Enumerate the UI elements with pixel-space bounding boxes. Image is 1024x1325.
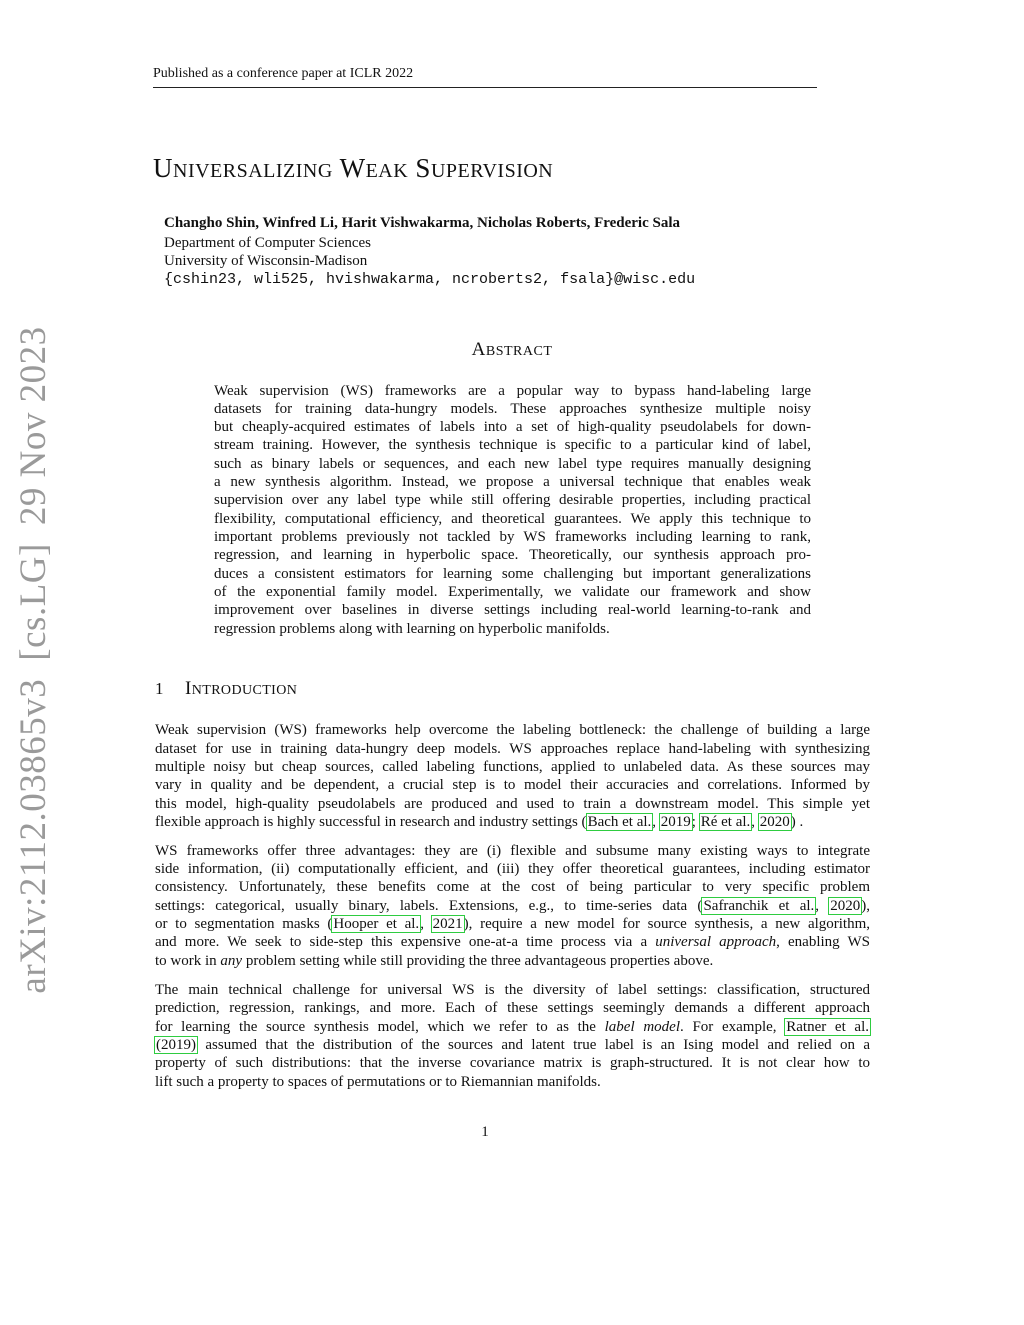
arxiv-date: 29 Nov 2023 [13, 326, 54, 526]
citation-link[interactable]: Hooper et al. [333, 916, 420, 932]
heading-small: NTRODUCTION [191, 683, 298, 698]
text-run: for learning the source synthesis model, which we refer to as the [155, 1019, 605, 1035]
abstract-line: regression, and learning in hyperbolic space. Theoretically, our synthesis approach pro- [214, 547, 811, 563]
text-run: , [751, 814, 759, 830]
text-run: to work in [155, 953, 221, 969]
title-small: EAK [365, 160, 409, 182]
body-line [155, 952, 870, 970]
body-line: consistency. Unfortunately, these benefits come at the cost of being particular to very specific problem [155, 879, 870, 895]
page-number: 1 [481, 1124, 489, 1140]
text-run: ; [691, 814, 700, 830]
body-line: vary in quality and be dependent, a crucial step is to model their accuracies and correlations. Informed by [155, 777, 870, 793]
text-run: , [652, 814, 660, 830]
body-line [155, 897, 870, 915]
arxiv-id: arXiv:2112.03865v3 [13, 678, 54, 994]
citation-link[interactable]: 2019 [660, 814, 691, 830]
title-cap: S [415, 153, 431, 183]
abstract-line: duces a consistent estimators for learning some challenging but important generalizations [214, 566, 811, 582]
emphasis: any [220, 953, 243, 969]
citation-link[interactable]: Ratner et al. [786, 1019, 870, 1035]
body-line: this model, high-quality pseudolabels are produced and used to train a downstream model. This simple yet [155, 796, 870, 812]
text-run: problem setting while still providing the three advantageous properties above. [242, 953, 714, 969]
text-run: flexible approach is highly successful in research and industry settings ( [155, 814, 587, 830]
text-run: settings: categorical, usually binary, labels. Extensions, e.g., to time-series data ( [155, 898, 703, 914]
department: Department of Computer Sciences [164, 235, 372, 251]
header-rule [153, 87, 817, 88]
citation-link[interactable]: 2020 [830, 898, 861, 914]
body-line [155, 813, 870, 831]
abstract-line: stream training. However, the synthesis technique is specific to a particular kind of label, [214, 437, 811, 453]
heading-cap: I [185, 678, 192, 699]
body-line [155, 1036, 870, 1054]
arxiv-identifier-stamp[interactable] [12, 326, 55, 993]
author-emails: {cshin23, wli525, hvishwakarma, ncroberts2, fsala}@wisc.edu [164, 271, 696, 288]
abstract-line: such as binary labels or sequences, and each new label type requires manually designing [214, 456, 811, 472]
text-run: ) . [790, 814, 804, 830]
body-line [155, 1018, 870, 1036]
body-line: WS frameworks offer three advantages: they are (i) flexible and subsume many existing ways to integrate [155, 843, 870, 859]
paper-title [153, 153, 553, 184]
section-heading-introduction [155, 678, 297, 700]
title-cap: W [339, 153, 366, 183]
citation-link[interactable]: Bach et al. [587, 814, 652, 830]
arxiv-category: [cs.LG] [13, 543, 54, 661]
university: University of Wisconsin-Madison [164, 253, 368, 269]
author-list: Changho Shin, Winfred Li, Harit Vishwakarma, Nicholas Roberts, Frederic Sala [164, 215, 681, 231]
abstract-line: improvement over baselines in diverse settings including real-world learning-to-rank and [214, 602, 811, 618]
text-run: and more. We seek to side-step this expensive one-at-a time process via a [155, 934, 656, 950]
abstract-line: important problems previously not tackled by WS frameworks including learning to rank, [214, 529, 811, 545]
abstract-line: supervision over any label type while still offering desirable properties, including practical [214, 492, 811, 508]
body-line: lift such a property to spaces of permutations or to Riemannian manifolds. [155, 1074, 601, 1090]
abstract-line: flexibility, computational efficiency, and theoretical guarantees. We apply this technique to [214, 511, 811, 527]
body-line: Weak supervision (WS) frameworks help overcome the labeling bottleneck: the challenge of building a large [155, 722, 870, 738]
citation-link[interactable]: 2020 [759, 814, 790, 830]
text-run: ), [861, 898, 871, 914]
title-small: UPERVISION [430, 160, 554, 182]
text-run: assumed that the distribution of the sources and latent true label is an Ising model and relied on a [197, 1037, 870, 1053]
abstract-line: of the exponential family model. Experimentally, we validate our framework and show [214, 584, 811, 600]
body-line: prediction, regression, rankings, and more. Each of these settings seemingly demands a different approach [155, 1000, 870, 1016]
body-line [155, 915, 870, 933]
abstract-line: but cheaply-acquired estimates of labels into a set of high-quality pseudolabels for down- [214, 419, 811, 435]
citation-link[interactable]: Safranchik et al. [703, 898, 815, 914]
title-small: NIVERSALIZING [173, 160, 333, 182]
body-line: dataset for use in training data-hungry deep models. WS approaches replace hand-labeling with synthesizing [155, 741, 870, 757]
abstract-line: Weak supervision (WS) frameworks are a popular way to bypass hand-labeling large [214, 383, 811, 399]
body-line: The main technical challenge for universal WS is the diversity of label settings: classification, structured [155, 982, 870, 998]
text-run: ), require a new model for source synthesis, a new algorithm, [463, 916, 871, 932]
abstract-line: a new synthesis algorithm. Instead, we propose a universal technique that enables weak [214, 474, 811, 490]
body-line: property of such distributions: that the inverse covariance matrix is graph-structured. It is not clear how to [155, 1055, 870, 1071]
citation-link[interactable]: Ré et al. [700, 814, 751, 830]
text-run: , enabling WS [776, 934, 871, 950]
abstract-line: regression problems along with learning on hyperbolic manifolds. [214, 621, 610, 637]
body-line: side information, (ii) computationally efficient, and (iii) they offer theoretical guarantees, including estimator [155, 861, 870, 877]
heading-cap: A [471, 339, 486, 360]
title-cap: U [153, 153, 173, 183]
text-run: , [420, 916, 432, 932]
text-run: , [815, 898, 830, 914]
running-header: Published as a conference paper at ICLR 2022 [153, 66, 414, 81]
emphasis: universal approach [655, 934, 777, 950]
text-run: or to segmentation masks ( [155, 916, 333, 932]
body-line: multiple noisy but cheap sources, called labeling functions, applied to unlabeled data. As these sources may [155, 759, 870, 775]
heading-small: BSTRACT [485, 344, 553, 359]
citation-link[interactable]: 2021 [432, 916, 463, 932]
body-line [155, 933, 870, 951]
citation-link[interactable]: (2019) [156, 1037, 196, 1053]
emphasis: label model [604, 1019, 680, 1035]
abstract-heading [0, 339, 1024, 361]
section-number: 1 [155, 679, 164, 698]
text-run: . For example, [680, 1019, 786, 1035]
abstract-line: datasets for training data-hungry models. These approaches synthesize multiple noisy [214, 401, 811, 417]
